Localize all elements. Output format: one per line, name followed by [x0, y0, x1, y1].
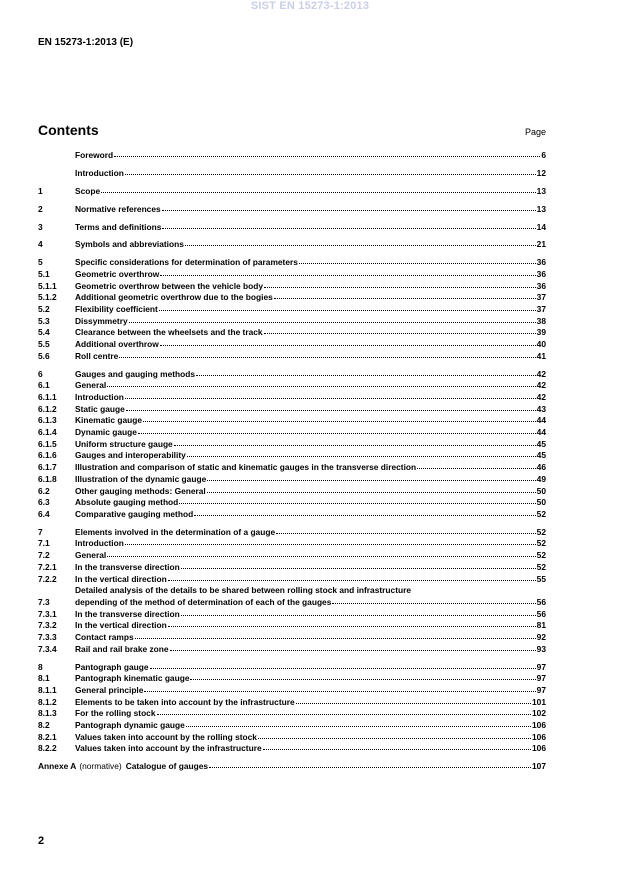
dot-leader	[194, 508, 535, 516]
toc-entry-number: 7.3.2	[38, 620, 57, 631]
toc-entry-number: 8.1.3	[38, 708, 57, 719]
toc-entry-number: 5.1	[38, 268, 50, 279]
toc-entry-title: Illustration of the dynamic gauge	[75, 473, 207, 484]
dot-leader	[157, 707, 532, 715]
toc-entry-page: 52	[536, 538, 546, 549]
toc-entry-number: 6.1.5	[38, 438, 57, 449]
toc-entry-page: 46	[536, 462, 546, 473]
toc-entry-number: 6.1.3	[38, 415, 57, 426]
dot-leader	[125, 391, 536, 399]
toc-entry-number: 8.1	[38, 673, 50, 684]
toc-entry-title: Additional geometric overthrow due to the bogies	[75, 292, 273, 303]
toc-entry[interactable]	[38, 168, 546, 180]
annex-page: 107	[532, 761, 546, 772]
toc-entry-page: 6	[541, 150, 546, 160]
toc-entry-number: 6	[38, 368, 43, 379]
toc-entry-page: 36	[536, 280, 546, 291]
toc-entry-annex[interactable]	[38, 761, 546, 773]
toc-entry-page: 81	[536, 620, 546, 631]
toc-entry-title: Values taken into account by the rolling stock	[75, 731, 257, 742]
toc-entry-number: 5.3	[38, 315, 50, 326]
toc-entry-page: 56	[536, 596, 546, 607]
toc-entry-number: 6.1	[38, 380, 50, 391]
toc-entry[interactable]	[38, 644, 546, 656]
dot-leader	[125, 537, 536, 545]
toc-entry-number: 7.2.2	[38, 573, 57, 584]
toc-entry-page: 37	[536, 292, 546, 303]
toc-entry-page: 40	[536, 339, 546, 350]
toc-entry-number: 7.3	[38, 596, 50, 607]
dot-leader	[299, 256, 536, 264]
toc-entry-page: 52	[536, 550, 546, 561]
toc-entry-number: 6.3	[38, 497, 50, 508]
toc-entry-title: In the vertical direction	[75, 573, 167, 584]
dot-leader	[274, 291, 536, 299]
dot-leader	[168, 619, 536, 627]
toc-entry-page: 14	[536, 221, 546, 232]
toc-entry-title: Comparative gauging method	[75, 508, 194, 519]
toc-entry-page: 39	[536, 327, 546, 338]
toc-entry-title: In the transverse direction	[75, 608, 180, 619]
toc-entry-number: 6.2	[38, 485, 50, 496]
dot-leader	[125, 167, 536, 175]
toc-entry[interactable]	[38, 150, 546, 162]
toc-entry-title: General	[75, 550, 107, 561]
toc-entry-page: 44	[536, 415, 546, 426]
toc-entry-title: Roll centre	[75, 350, 119, 361]
toc-entry-title: Gauges and gauging methods	[75, 368, 196, 379]
toc-entry-title: Absolute gauging method	[75, 497, 179, 508]
toc-entry-number: 5.1.1	[38, 280, 57, 291]
toc-entry-title: Dissymmetry	[75, 315, 128, 326]
toc-entry-page: 45	[536, 450, 546, 461]
toc-entry-page: 97	[536, 661, 546, 672]
toc-entry-title: Uniform structure gauge	[75, 438, 173, 449]
dot-leader	[138, 426, 536, 434]
toc-entry-page: 56	[536, 608, 546, 619]
dot-leader	[135, 631, 536, 639]
dot-leader	[143, 414, 536, 422]
toc-entry-number: 6.1.8	[38, 473, 57, 484]
toc-entry-title: Values taken into account by the infrastructure	[75, 743, 262, 754]
toc-entry-title: Elements to be taken into account by the infrastructure	[75, 696, 295, 707]
toc-entry-title: Foreword	[75, 150, 114, 160]
toc-entry-number: 7.1	[38, 538, 50, 549]
toc-entry-title: General principle	[75, 684, 144, 695]
toc-entry-title: In the transverse direction	[75, 561, 180, 572]
dot-leader	[162, 221, 535, 229]
toc-entry-title: Gauges and interoperability	[75, 450, 186, 461]
dot-leader	[185, 238, 536, 246]
toc-entry-title: Geometric overthrow	[75, 268, 160, 279]
toc-entry[interactable]	[38, 574, 546, 586]
toc-entry-title: Geometric overthrow between the vehicle body	[75, 280, 264, 291]
toc-entry-page: 45	[536, 438, 546, 449]
toc-entry-title: Additional overthrow	[75, 339, 159, 350]
toc-entry-page: 55	[536, 573, 546, 584]
toc-entry-number: 3	[38, 221, 43, 232]
toc-entry-number: 7	[38, 526, 43, 537]
toc-entry[interactable]	[38, 509, 546, 521]
toc-entry-page: 50	[536, 497, 546, 508]
annex-label: Annexe A	[38, 761, 77, 772]
dot-leader	[209, 760, 531, 768]
toc-entry-title: Normative references	[75, 203, 161, 214]
dot-leader	[150, 661, 536, 669]
toc-entry-page: 43	[536, 403, 546, 414]
toc-entry-title: Flexibility coefficient	[75, 304, 158, 314]
toc-entry-page: 101	[532, 696, 546, 707]
page-number: 2	[38, 835, 45, 847]
toc-entry-page: 97	[536, 673, 546, 684]
toc-entry-number: 8.1.1	[38, 684, 57, 695]
toc-entry-number: 6.1.2	[38, 403, 57, 414]
dot-leader	[160, 268, 535, 276]
toc-entry-title: Rail and rail brake zone	[75, 643, 169, 654]
dot-leader	[264, 326, 536, 334]
toc-entry-page: 21	[536, 239, 546, 250]
toc-entry-title: Kinematic gauge	[75, 415, 143, 426]
toc-entry-number: 5	[38, 257, 43, 268]
dot-leader	[101, 185, 536, 193]
dot-leader	[181, 608, 536, 616]
dot-leader	[258, 731, 531, 739]
toc-entry-page: 13	[536, 203, 546, 214]
dot-leader	[196, 368, 536, 376]
toc-entry-number: 5.5	[38, 339, 50, 350]
dot-leader	[162, 203, 536, 211]
dot-leader	[126, 403, 536, 411]
toc-entry-number: 7.3.4	[38, 643, 57, 654]
toc-entry-number: 6.1.6	[38, 450, 57, 461]
toc-entry-title: General	[75, 380, 107, 391]
toc-entry-page: 13	[536, 185, 546, 196]
toc-entry-number: 2	[38, 203, 43, 214]
annex-qualifier: (normative)	[79, 761, 122, 772]
toc-entry[interactable]	[38, 222, 546, 234]
toc-entry-number: 5.1.2	[38, 292, 57, 303]
toc-entry-number: 7.3.1	[38, 608, 57, 619]
toc-entry-title: Static gauge	[75, 403, 125, 414]
toc-entry-page: 36	[536, 257, 546, 268]
toc-entry-title: Introduction	[75, 538, 124, 549]
toc-entry-page: 50	[536, 485, 546, 496]
dot-leader	[190, 672, 535, 680]
toc-entry-title: Scope	[75, 185, 101, 196]
toc-entry-title: Dynamic gauge	[75, 427, 137, 438]
toc-entry-title-continued: depending of the method of determination of each of the gauges	[75, 596, 332, 607]
toc-entry-number: 6.1.1	[38, 392, 57, 402]
toc-entry-page: 12	[536, 167, 546, 178]
watermark: SIST EN 15273-1:2013	[250, 0, 370, 12]
page-title: Contents	[38, 122, 99, 138]
dot-leader	[144, 684, 535, 692]
toc-entry-title: Pantograph gauge	[75, 661, 149, 672]
toc-entry-title: Introduction	[75, 392, 124, 402]
toc-entry-title: Other gauging methods: General	[75, 485, 206, 496]
toc-entry-title: Symbols and abbreviations	[75, 239, 184, 250]
toc-entry-title: Pantograph dynamic gauge	[75, 719, 185, 730]
dot-leader	[179, 496, 535, 504]
toc-entry-page: 42	[536, 392, 546, 402]
toc-entry-number: 8.2.2	[38, 743, 57, 754]
toc-entry-title: Contact ramps	[75, 631, 134, 642]
toc-entry-title: Introduction	[75, 167, 124, 178]
dot-leader	[168, 573, 536, 581]
toc-entry[interactable]	[38, 186, 546, 198]
toc-entry-number: 7.2	[38, 550, 50, 561]
toc-entry[interactable]	[38, 239, 546, 251]
toc-entry-page: 102	[532, 708, 546, 719]
toc-entry-number: 6.1.4	[38, 427, 57, 438]
dot-leader	[181, 561, 536, 569]
toc-entry[interactable]	[38, 743, 546, 755]
dot-leader	[129, 315, 536, 323]
toc-entry-page: 52	[536, 561, 546, 572]
dot-leader	[332, 596, 535, 604]
toc-entry-number: 6.1.7	[38, 462, 57, 473]
toc-entry-number: 8	[38, 661, 43, 672]
dot-leader	[174, 438, 536, 446]
toc-entry-page: 92	[536, 631, 546, 642]
toc-entry-page: 49	[536, 473, 546, 484]
toc-entry-page: 37	[536, 304, 546, 314]
toc-entry-number: 8.1.2	[38, 696, 57, 707]
dot-leader	[107, 549, 535, 557]
toc-entry-number: 6.4	[38, 508, 50, 519]
toc-entry-page: 42	[536, 368, 546, 379]
dot-leader	[417, 461, 536, 469]
toc-entry[interactable]	[38, 204, 546, 216]
table-of-contents	[38, 150, 546, 773]
dot-leader	[207, 485, 536, 493]
dot-leader	[114, 149, 540, 157]
toc-entry-number: 7.3.3	[38, 631, 57, 642]
toc-entry-number: 7.2.1	[38, 561, 57, 572]
toc-entry-page: 106	[532, 719, 546, 730]
toc-entry-title: Pantograph kinematic gauge	[75, 673, 190, 684]
standard-id: EN 15273-1:2013 (E)	[38, 37, 134, 48]
toc-entry-title: Terms and definitions	[75, 221, 162, 232]
dot-leader	[296, 696, 531, 704]
toc-entry-page: 52	[536, 526, 546, 537]
toc-entry[interactable]	[38, 351, 546, 363]
toc-entry-number: 5.4	[38, 327, 50, 338]
dot-leader	[263, 742, 531, 750]
toc-entry-number: 4	[38, 239, 43, 250]
toc-entry-title: In the vertical direction	[75, 620, 167, 631]
dot-leader	[187, 449, 536, 457]
toc-entry-number: 5.2	[38, 304, 50, 314]
toc-entry-title: Detailed analysis of the details to be shared between rolling stock and infrastructure	[75, 585, 412, 596]
toc-entry-number: 8.2.1	[38, 731, 57, 742]
dot-leader	[159, 303, 536, 311]
toc-entry-title: Specific considerations for determination of parameters	[75, 257, 298, 268]
toc-entry[interactable]	[38, 585, 546, 608]
annex-title: Catalogue of gauges	[125, 761, 209, 772]
toc-entry-title: For the rolling stock	[75, 708, 156, 719]
toc-entry-page: 38	[536, 315, 546, 326]
toc-entry-page: 41	[536, 350, 546, 361]
toc-entry-page: 93	[536, 643, 546, 654]
toc-entry-number: 5.6	[38, 350, 50, 361]
dot-leader	[160, 338, 536, 346]
dot-leader	[119, 350, 535, 358]
dot-leader	[107, 379, 535, 387]
toc-entry-page: 97	[536, 684, 546, 695]
toc-entry-number: 1	[38, 185, 43, 196]
page-column-label: Page	[524, 127, 546, 137]
toc-entry-page: 44	[536, 427, 546, 438]
toc-entry-number: 8.2	[38, 719, 50, 730]
toc-entry-page: 106	[532, 731, 546, 742]
toc-entry-page: 42	[536, 380, 546, 391]
dot-leader	[207, 473, 535, 481]
toc-entry-page: 52	[536, 508, 546, 519]
toc-entry-title: Clearance between the wheelsets and the track	[75, 327, 263, 338]
dot-leader	[264, 280, 536, 288]
dot-leader	[170, 643, 536, 651]
dot-leader	[186, 719, 531, 727]
toc-entry-page: 106	[532, 743, 546, 754]
dot-leader	[276, 526, 536, 534]
toc-entry-title: Illustration and comparison of static and kinematic gauges in the transverse direction	[75, 462, 417, 473]
toc-entry-page: 36	[536, 268, 546, 279]
toc-entry-title: Elements involved in the determination of a gauge	[75, 526, 276, 537]
